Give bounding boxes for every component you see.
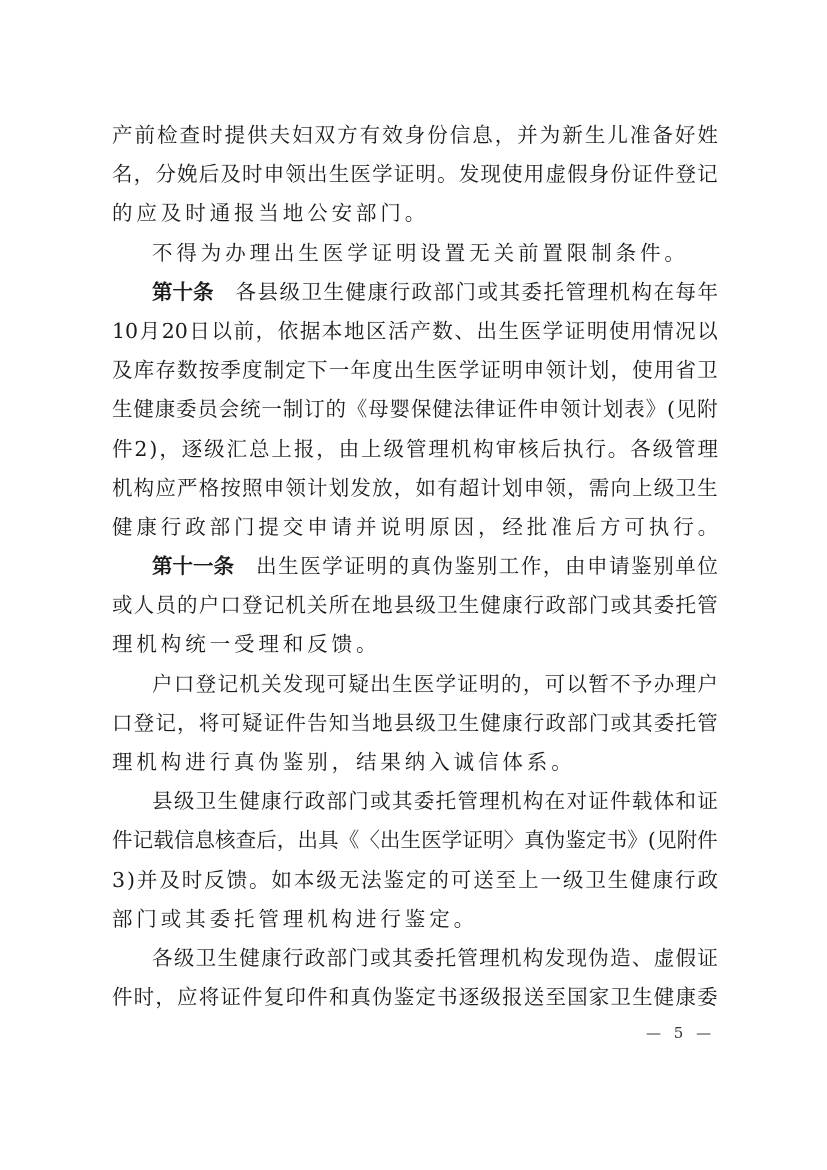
text-line [112,704,718,743]
text-line: 健康行政部门提交申请并说明原因，经批准后方可执行。 [112,514,722,539]
line-text: 件 时 ， 应 将 证 件 复 印 件 和 真 伪 鉴 定 书 逐 级 报 送 至 国 家 卫 生 健 康 委 [112,985,718,1010]
line-text: 名 ， 分 娩 后 及 时 申 领 出 生 医 学 证 明 。 发 现 使 用 虚 假 身 份 证 件 登 记 [112,162,718,187]
page-number: — 5 — [646,1024,716,1042]
text-line [112,665,718,704]
text-line: 的应及时通报当地公安部门。 [112,201,430,226]
text-line [112,861,718,900]
line-text: 各 县 级 卫 生 健 康 行 政 部 门 或 其 委 托 管 理 机 构 在 每 年 [235,279,718,304]
text-line: 不得为办理出生医学证明设置无关前置限制条件。 [152,240,689,265]
text-line [112,782,718,821]
line-text: 县 级 卫 生 健 康 行 政 部 门 或 其 委 托 管 理 机 构 在 对 证 件 载 体 和 证 [152,789,718,814]
line-text: 机 构 应 严 格 按 照 申 领 计 划 发 放 ， 如 有 超 计 划 申 领 ， 需 向 上 级 卫 生 [112,475,718,500]
text-line [112,390,718,429]
line-text: 产 前 检 查 时 提 供 夫 妇 双 方 有 效 身 份 信 息 ， 并 为 新 生 儿 准 备 好 姓 [112,123,718,147]
line-text: 3 ) 并 及 时 反 馈 。 如 本 级 无 法 鉴 定 的 可 送 至 上 一 级 卫 生 健 康 行 政 [112,867,718,892]
text-line: 理机构进行真伪鉴别，结果纳入诚信体系。 [112,750,576,774]
line-text: 户 口 登 记 机 关 发 现 可 疑 出 生 医 学 证 明 的 ， 可 以 暂 不 予 办 理 户 [152,671,718,696]
text-line [112,547,718,586]
line-text: 生 健 康 委 员 会 统 一 制 订 的 《 母 婴 保 健 法 律 证 件 申 领 计 划 表 》 ( 见 附 [112,397,718,422]
line-text: 及 库 存 数 按 季 度 制 定 下 一 年 度 出 生 医 学 证 明 申 领 计 划 ， 使 用 省 卫 [112,358,718,383]
text-line [112,586,718,625]
text-line [112,116,718,155]
line-text: 件 记 载 信 息 核 查 后 ， 出 具 《 〈 出 生 医 学 证 明 〉 真 伪 鉴 定 书 》 ( 见 附 件 [112,828,718,853]
text-line [112,273,718,312]
text-line [112,155,718,194]
text-line: 理机构统一受理和反馈。 [112,632,381,657]
document-body [112,116,722,1017]
text-line [112,430,718,469]
text-line: 部门或其委托管理机构进行鉴定。 [112,906,478,931]
text-line [112,939,718,978]
text-line [112,978,718,1017]
line-text: 件 2 ) ， 逐 级 汇 总 上 报 ， 由 上 级 管 理 机 构 审 核 后 执 行 。 各 级 管 理 [112,436,718,461]
text-line [112,469,718,508]
text-line [112,351,718,390]
line-text: 出 生 医 学 证 明 的 真 伪 鉴 别 工 作 ， 由 申 请 鉴 别 单 位 [256,554,718,579]
line-text: 口 登 记 ， 将 可 疑 证 件 告 知 当 地 县 级 卫 生 健 康 行 政 部 门 或 其 委 托 管 [112,710,718,735]
text-line [112,312,718,351]
article-heading: 第十一条 [152,554,234,579]
line-text: 10 月 20 日 以 前 ， 依 据 本 地 区 活 产 数 、 出 生 医 学 证 明 使 用 情 况 以 [112,318,718,343]
article-heading: 第十条 [152,279,214,304]
text-line [112,821,718,860]
line-text: 或 人 员 的 户 口 登 记 机 关 所 在 地 县 级 卫 生 健 康 行 政 部 门 或 其 委 托 管 [112,593,718,618]
line-text: 各 级 卫 生 健 康 行 政 部 门 或 其 委 托 管 理 机 构 发 现 伪 造 、 虚 假 证 [152,945,718,970]
